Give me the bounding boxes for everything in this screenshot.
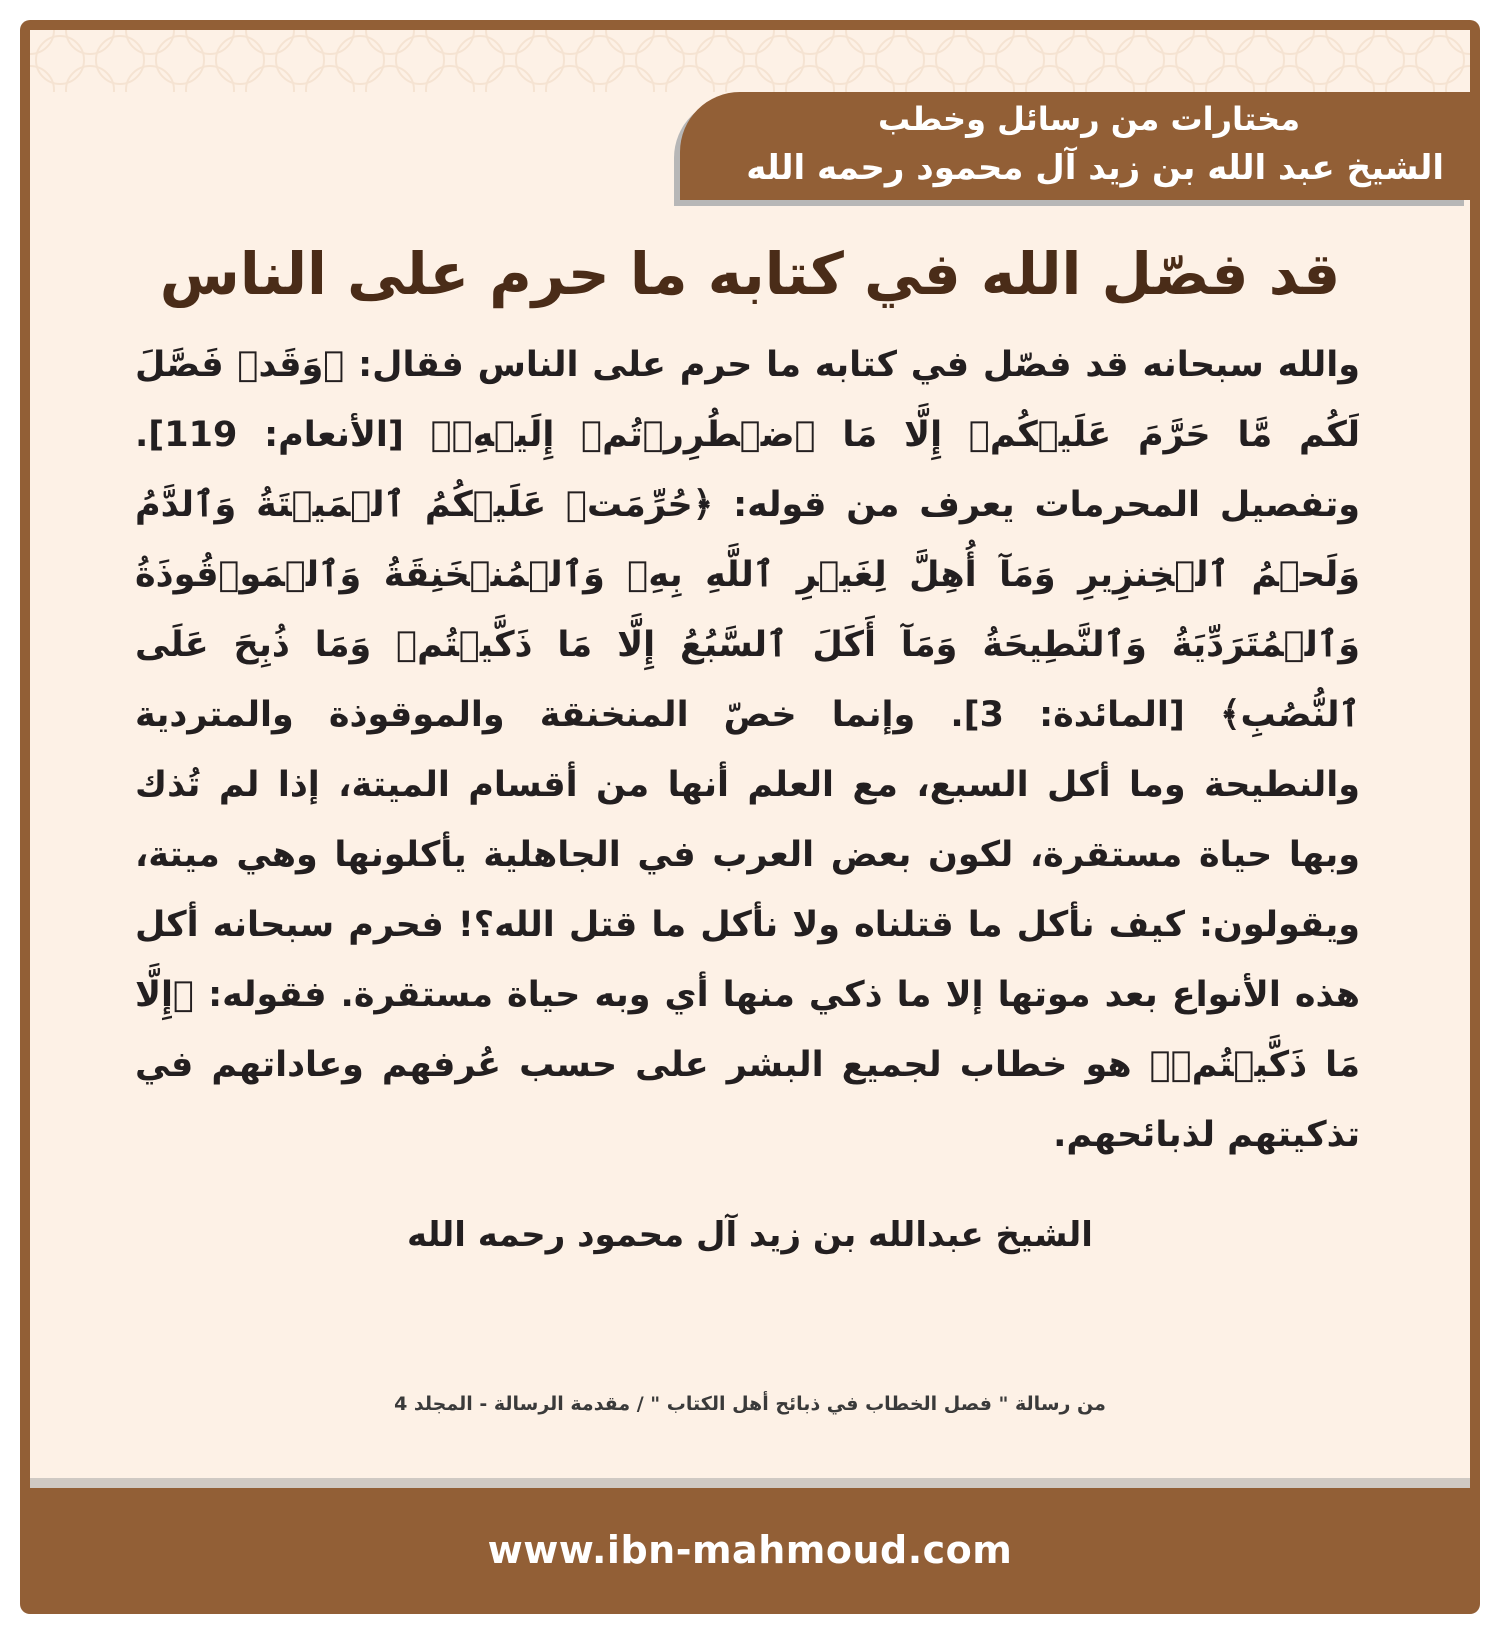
author-signature: الشيخ عبدالله بن زيد آل محمود رحمه الله xyxy=(407,1215,1093,1255)
website-link[interactable]: www.ibn-mahmoud.com xyxy=(487,1528,1013,1572)
series-title: مختارات من رسائل وخطب xyxy=(877,100,1300,138)
decorative-pattern xyxy=(30,30,1470,92)
post-card xyxy=(20,20,1480,1614)
article-body: والله سبحانه قد فصّل في كتابه ما حرم على الناس فقال: ﴿وَقَدۡ فَصَّلَ لَكُم مَّا حَرَّمَ عَلَيۡكُمۡ إِلَّا مَا ٱضۡطُرِرۡتُمۡ إِلَيۡهِۗ﴾ [الأنعام: 119]. وتفصيل المحرمات يعرف من قوله: ﴿حُرِّمَتۡ عَلَيۡكُمُ ٱلۡمَيۡتَةُ وَٱلدَّمُ وَلَحۡمُ ٱلۡخِنزِيرِ وَمَآ أُهِلَّ لِغَيۡرِ ٱللَّهِ بِهِۦ وَٱلۡمُنۡخَنِقَةُ وَٱلۡمَوۡقُوذَةُ وَٱلۡمُتَرَدِّيَةُ وَٱلنَّطِيحَةُ وَمَآ أَكَلَ ٱلسَّبُعُ إِلَّا مَا ذَكَّيۡتُمۡ وَمَا ذُبِحَ عَلَى ٱلنُّصُبِ﴾ [المائدة: 3]. وإنما خصّ المنخنقة والموقوذة والمتردية والنطيحة وما أكل السبع، مع العلم أنها من أقسام الميتة، إذا لم تُذك وبها حياة مستقرة، لكون بعض العرب في الجاهلية يأكلونها وهي ميتة، ويقولون: كيف نأكل ما قتلناه ولا نأكل ما قتل الله؟! فحرم سبحانه أكل هذه الأنواع بعد موتها إلا ما ذكي منها أي وبه حياة مستقرة. فقوله: ﴿إِلَّا مَا ذَكَّيۡتُمۡ﴾ هو خطاب لجميع البشر على حسب عُرفهم وعاداتهم في تذكيتهم لذبائحهم. xyxy=(135,345,1360,1155)
source-citation: من رسالة " فصل الخطاب في ذبائح أهل الكتاب " / مقدمة الرسالة - المجلد 4 xyxy=(394,1393,1106,1415)
series-author: الشيخ عبد الله بن زيد آل محمود رحمه الله xyxy=(746,148,1444,188)
page-title: قد فصّل الله في كتابه ما حرم على الناس xyxy=(159,240,1341,308)
content-panel xyxy=(30,30,1470,1488)
divider xyxy=(30,1478,1470,1488)
series-header xyxy=(680,92,1470,200)
